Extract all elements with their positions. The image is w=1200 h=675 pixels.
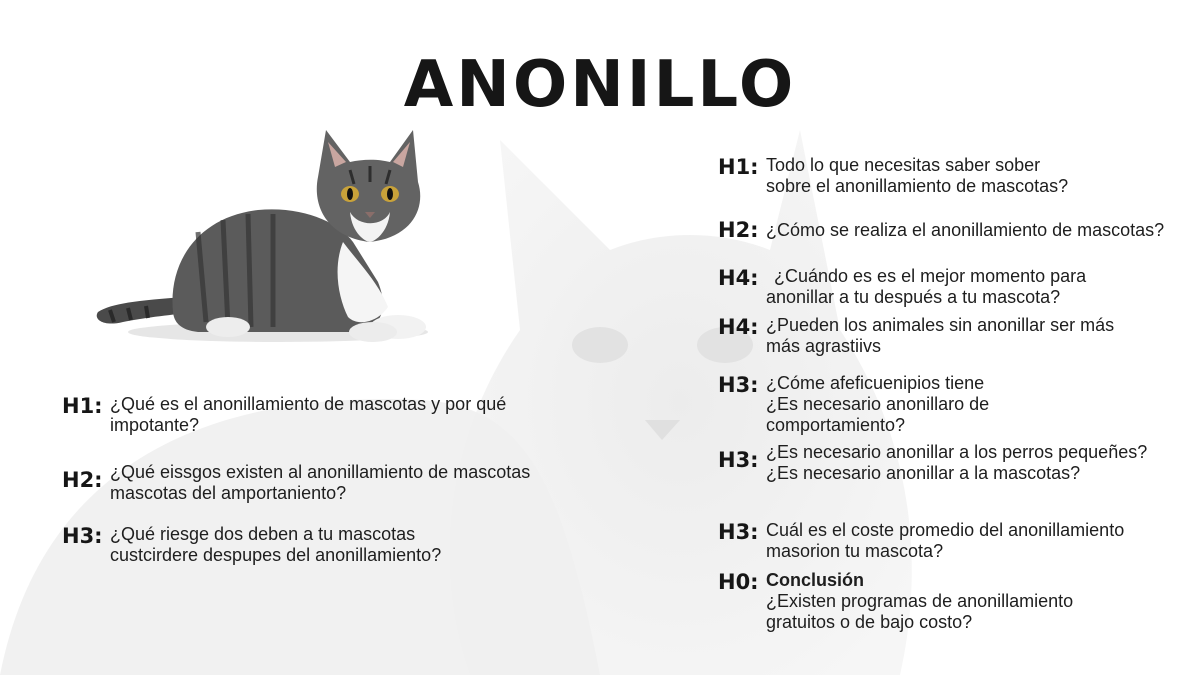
item-line: impotante?	[110, 415, 200, 435]
heading-tag: H3:	[718, 448, 759, 472]
heading-tag: H4:	[718, 315, 759, 339]
heading-tag: H0:	[718, 570, 759, 594]
item-line: masorion tu mascota?	[766, 541, 944, 561]
item-line: ¿Es necesario anonillaro de	[766, 394, 990, 414]
heading-tag: H2:	[718, 218, 759, 242]
outline-item-right-7	[718, 520, 1124, 562]
item-line: más agrastiivs	[766, 336, 882, 356]
outline-item-right-8	[718, 570, 1073, 633]
outline-item-right-4	[718, 315, 1114, 357]
item-line: custcirdere despupes del anonillamiento?	[110, 545, 442, 565]
item-line: ¿Es necesario anonillar a los perros pequeñes?	[766, 442, 1148, 462]
item-line: anonillar a tu después a tu mascota?	[766, 287, 1061, 307]
heading-tag: H1:	[718, 155, 759, 179]
heading-tag: H3:	[62, 524, 103, 548]
outline-item-right-5	[718, 373, 989, 436]
conclusion-label: Conclusión	[766, 570, 864, 590]
outline-item-right-2	[718, 218, 1164, 242]
heading-tag: H3:	[718, 520, 759, 544]
outline-item-left-2	[62, 462, 530, 504]
item-line: ¿Existen programas de anonillamiento	[766, 591, 1074, 611]
item-line: gratuitos o de bajo costo?	[766, 612, 973, 632]
item-line: ¿Pueden los animales sin anonillar ser más	[766, 315, 1115, 335]
heading-tag: H1:	[62, 394, 103, 418]
item-line: ¿Qué riesge dos deben a tu mascotas	[110, 524, 416, 544]
item-line: ¿Qué es el anonillamiento de mascotas y por qué	[110, 394, 507, 414]
item-line: ¿Cóme afeficuenipios tiene	[766, 373, 985, 393]
item-line: mascotas del amportaniento?	[110, 483, 347, 503]
heading-tag: H3:	[718, 373, 759, 397]
outline-item-left-3	[62, 524, 441, 566]
item-line: ¿Qué eissgos existen al anonillamiento de mascotas	[110, 462, 531, 482]
heading-tag: H2:	[62, 468, 103, 492]
cat-photo	[88, 122, 438, 352]
outline-item-right-6	[718, 442, 1147, 484]
item-line: ¿Cómo se realiza el anonillamiento de mascotas?	[766, 220, 1165, 240]
outline-item-right-1	[718, 155, 1068, 197]
item-line: comportamiento?	[766, 415, 906, 435]
item-line: Cuál es el coste promedio del anonillamiento	[766, 520, 1125, 540]
item-line: ¿Cuándo es es el mejor momento para	[774, 266, 1087, 286]
item-line: sobre el anonillamiento de mascotas?	[766, 176, 1069, 196]
outline-item-left-1	[62, 394, 506, 436]
heading-tag: H4:	[718, 266, 759, 290]
item-line: ¿Es necesario anonillar a la mascotas?	[766, 463, 1081, 483]
item-line: Todo lo que necesitas saber sober	[766, 155, 1041, 175]
page-title: ANONILLO	[403, 48, 797, 122]
outline-item-right-3	[718, 266, 1086, 308]
